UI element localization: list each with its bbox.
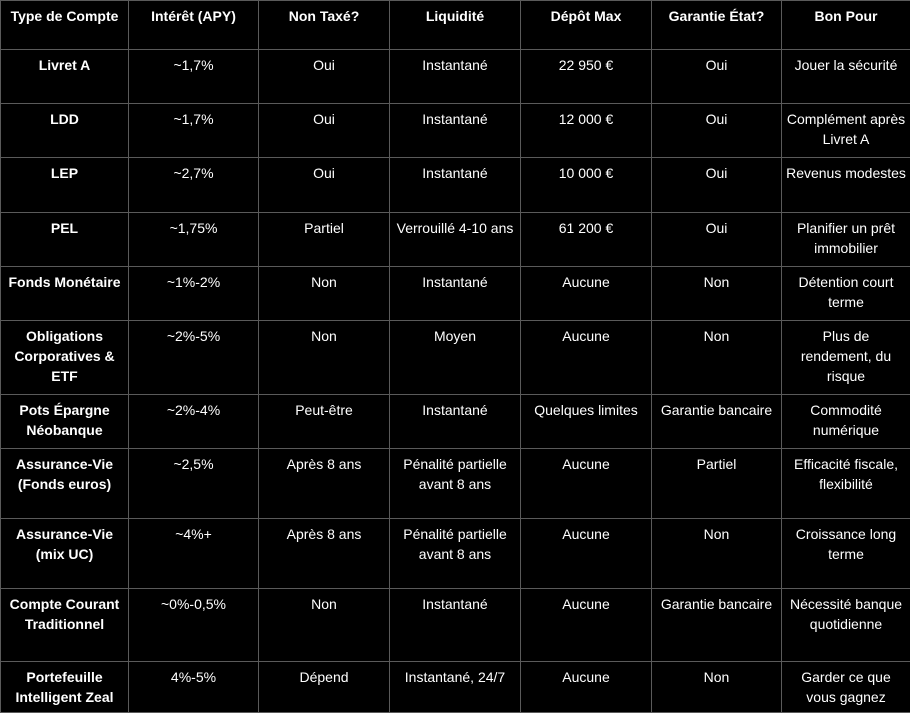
cell-liquidity: Instantané [390,395,521,449]
table-row [1,213,910,267]
cell-interest: 4%-5% [129,662,259,713]
cell-account-type: Fonds Monétaire [1,267,129,321]
header-row [1,1,910,50]
cell-interest: ~2,5% [129,449,259,519]
header-good-for: Bon Pour [782,1,910,50]
cell-interest: ~2%-4% [129,395,259,449]
table-row [1,321,910,395]
cell-liquidity: Verrouillé 4-10 ans [390,213,521,267]
cell-max-deposit: 22 950 € [521,50,652,104]
cell-liquidity: Instantané [390,158,521,213]
cell-max-deposit: Aucune [521,589,652,662]
cell-interest: ~2%-5% [129,321,259,395]
cell-interest: ~0%-0,5% [129,589,259,662]
cell-tax-free: Non [259,267,390,321]
cell-account-type: Portefeuille Intelligent Zeal [1,662,129,713]
cell-tax-free: Oui [259,104,390,158]
cell-tax-free: Après 8 ans [259,449,390,519]
cell-good-for: Complément après Livret A [782,104,910,158]
cell-liquidity: Instantané [390,104,521,158]
cell-account-type: Assurance-Vie (mix UC) [1,519,129,589]
cell-state-guarantee: Oui [652,213,782,267]
table-row [1,589,910,662]
cell-account-type: Assurance-Vie (Fonds euros) [1,449,129,519]
cell-state-guarantee: Oui [652,104,782,158]
cell-good-for: Plus de rendement, du risque [782,321,910,395]
table-row [1,158,910,213]
cell-interest: ~1%-2% [129,267,259,321]
cell-state-guarantee: Oui [652,50,782,104]
header-state-guarantee: Garantie État? [652,1,782,50]
cell-state-guarantee: Garantie bancaire [652,395,782,449]
cell-tax-free: Peut-être [259,395,390,449]
header-account-type: Type de Compte [1,1,129,50]
table-row [1,50,910,104]
cell-state-guarantee: Oui [652,158,782,213]
cell-max-deposit: Aucune [521,449,652,519]
table-row [1,104,910,158]
header-tax-free: Non Taxé? [259,1,390,50]
cell-liquidity: Instantané [390,589,521,662]
cell-tax-free: Partiel [259,213,390,267]
table-row [1,395,910,449]
cell-tax-free: Non [259,589,390,662]
cell-good-for: Commodité numérique [782,395,910,449]
cell-max-deposit: 10 000 € [521,158,652,213]
cell-state-guarantee: Partiel [652,449,782,519]
table-row [1,519,910,589]
cell-good-for: Efficacité fiscale, flexibilité [782,449,910,519]
cell-account-type: Compte Courant Traditionnel [1,589,129,662]
cell-account-type: PEL [1,213,129,267]
cell-state-guarantee: Non [652,267,782,321]
cell-max-deposit: 12 000 € [521,104,652,158]
cell-account-type: Livret A [1,50,129,104]
cell-tax-free: Dépend [259,662,390,713]
cell-liquidity: Pénalité partielle avant 8 ans [390,449,521,519]
cell-tax-free: Non [259,321,390,395]
cell-account-type: Pots Épargne Néobanque [1,395,129,449]
cell-tax-free: Après 8 ans [259,519,390,589]
header-max-deposit: Dépôt Max [521,1,652,50]
cell-state-guarantee: Non [652,662,782,713]
cell-max-deposit: Aucune [521,321,652,395]
cell-state-guarantee: Non [652,519,782,589]
cell-max-deposit: Aucune [521,519,652,589]
cell-good-for: Croissance long terme [782,519,910,589]
table-row [1,662,910,713]
header-liquidity: Liquidité [390,1,521,50]
cell-interest: ~1,7% [129,104,259,158]
cell-interest: ~1,7% [129,50,259,104]
header-interest: Intérêt (APY) [129,1,259,50]
cell-state-guarantee: Non [652,321,782,395]
cell-max-deposit: Aucune [521,267,652,321]
cell-liquidity: Instantané, 24/7 [390,662,521,713]
cell-max-deposit: 61 200 € [521,213,652,267]
cell-max-deposit: Quelques limites [521,395,652,449]
cell-account-type: LDD [1,104,129,158]
cell-good-for: Détention court terme [782,267,910,321]
cell-interest: ~1,75% [129,213,259,267]
cell-liquidity: Pénalité partielle avant 8 ans [390,519,521,589]
cell-good-for: Planifier un prêt immobilier [782,213,910,267]
cell-max-deposit: Aucune [521,662,652,713]
cell-tax-free: Oui [259,50,390,104]
cell-good-for: Jouer la sécurité [782,50,910,104]
cell-liquidity: Instantané [390,50,521,104]
cell-interest: ~4%+ [129,519,259,589]
cell-good-for: Nécessité banque quotidienne [782,589,910,662]
cell-account-type: Obligations Corporatives & ETF [1,321,129,395]
table-row [1,267,910,321]
cell-state-guarantee: Garantie bancaire [652,589,782,662]
table-row [1,449,910,519]
cell-liquidity: Instantané [390,267,521,321]
cell-interest: ~2,7% [129,158,259,213]
cell-liquidity: Moyen [390,321,521,395]
cell-good-for: Revenus modestes [782,158,910,213]
cell-tax-free: Oui [259,158,390,213]
cell-good-for: Garder ce que vous gagnez [782,662,910,713]
cell-account-type: LEP [1,158,129,213]
